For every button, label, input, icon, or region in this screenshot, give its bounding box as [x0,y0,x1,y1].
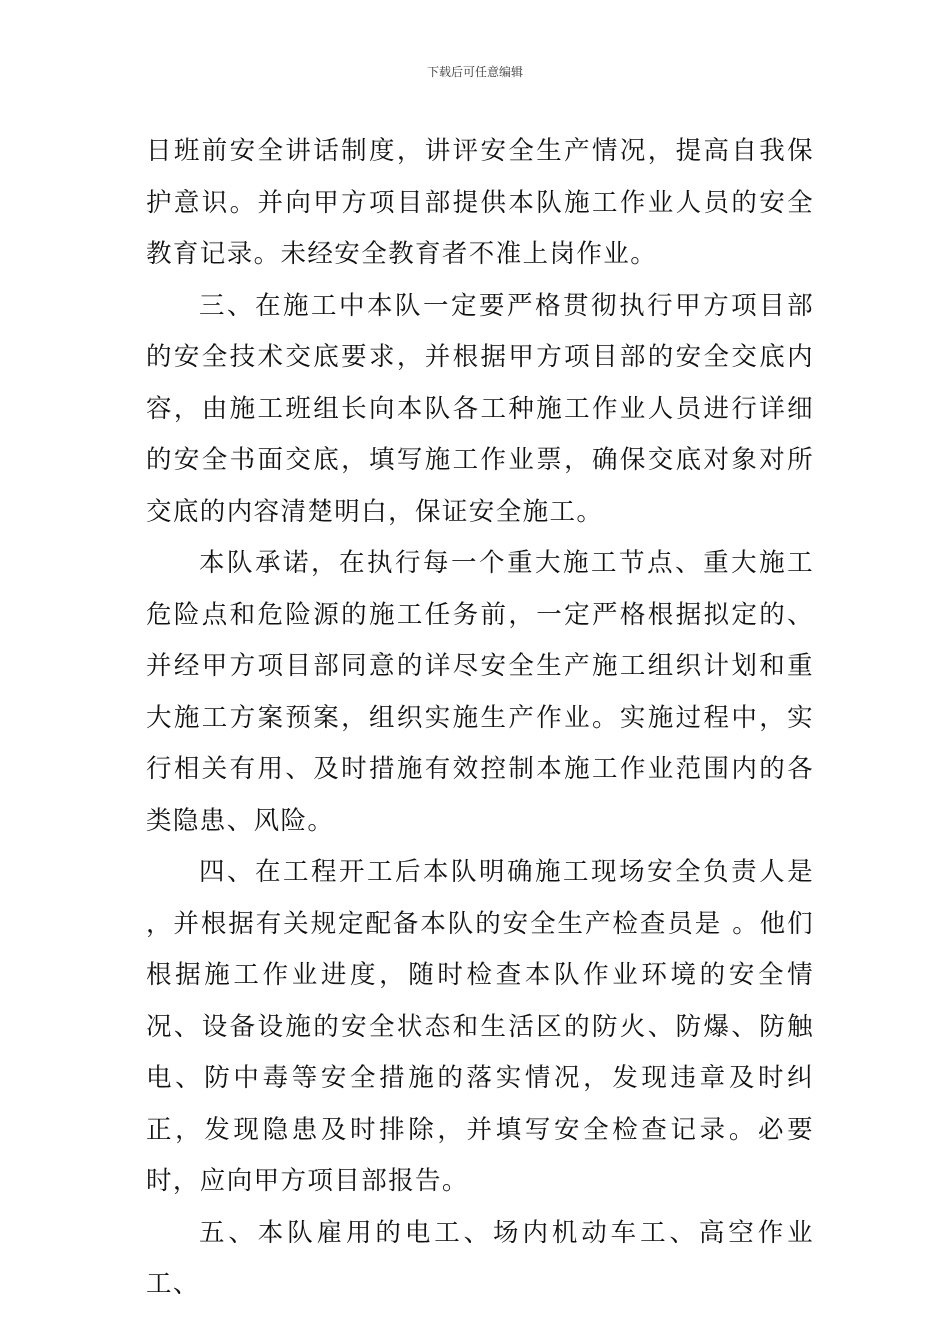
paragraph-section-five: 五、本队雇用的电工、场内机动车工、高空作业工、 [146,1217,814,1299]
paragraph-team-commitment: 本队承诺，在执行每一个重大施工节点、重大施工危险点和危险源的施工任务前，一定严格根据拟定的、并经甲方项目部同意的详尽安全生产施工组织计划和重大施工方案预案，组织实施生产作业。实施过程中，实行相关有用、及时措施有效控制本施工作业范围内的各类隐患、风险。 [146,548,814,836]
paragraph-section-three: 三、在施工中本队一定要严格贯彻执行甲方项目部的安全技术交底要求，并根据甲方项目部的安全交底内容，由施工班组长向本队各工种施工作业人员进行详细的安全书面交底，填写施工作业票，确保交底对象对所交底的内容清楚明白，保证安全施工。 [146,290,814,527]
page-header: 下载后可任意编辑 [426,65,523,79]
paragraph-section-four: 四、在工程开工后本队明确施工现场安全负责人是 ，并根据有关规定配备本队的安全生产检查员是 。他们根据施工作业进度，随时检查本队作业环境的安全情况、设备设施的安全状态和生活区的防火、防爆、防触电、防中毒等安全措施的落实情况，发现违章及时纠正，发现隐患及时排除，并填写安全检查记录。必要时，应向甲方项目部报告。 [146,857,814,1196]
paragraph-safety-education: 日班前安全讲话制度，讲评安全生产情况，提高自我保护意识。并向甲方项目部提供本队施工作业人员的安全教育记录。未经安全教育者不准上岗作业。 [146,136,814,269]
document-body [146,126,814,1311]
